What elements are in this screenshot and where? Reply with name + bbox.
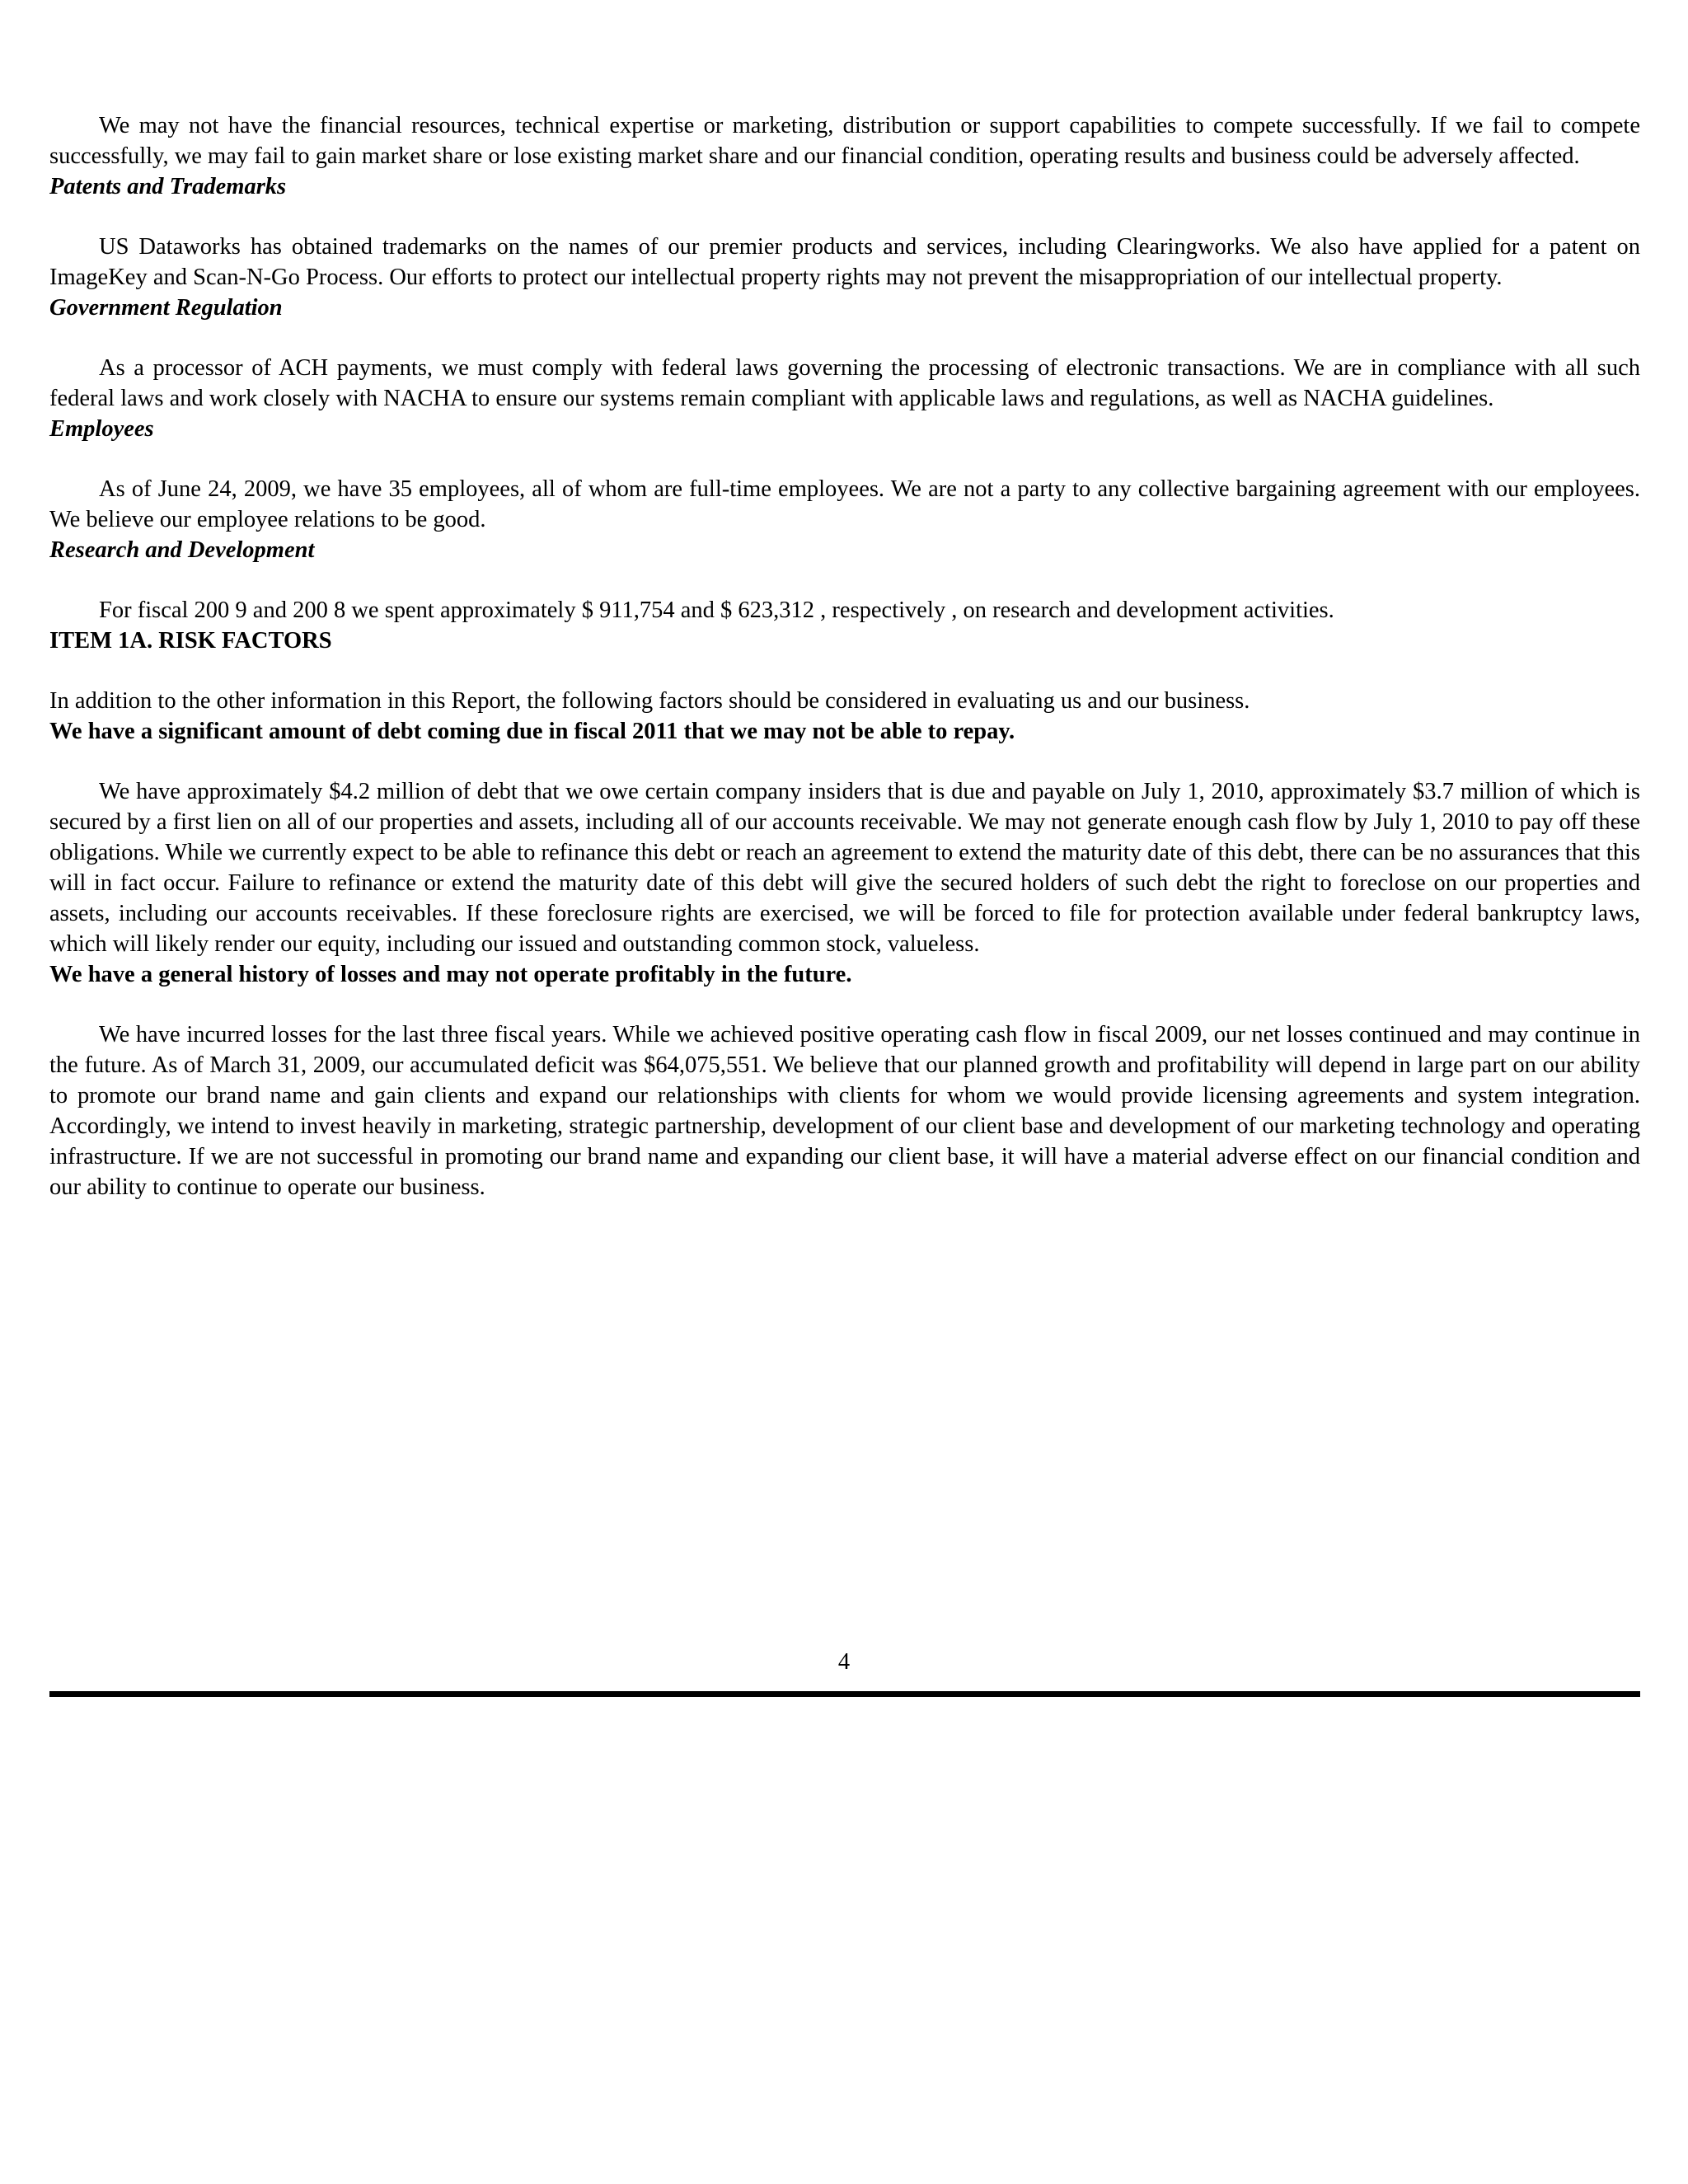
paragraph-risk-intro: In addition to the other information in this Report, the following factors should be considered in evaluating us and our business.: [49, 688, 1250, 714]
paragraph-regulation: As a processor of ACH payments, we must comply with federal laws governing the processing of electronic transactions. We are in compliance with all such federal laws and work closely with NACHA to ensure our systems remain compliant with applicable laws and regulations, as well as NACHA guidelines.: [49, 355, 1640, 411]
paragraph-research-and-development: For fiscal 200 9 and 200 8 we spent approximately $ 911,754 and $ 623,312 , respectively , on research and development activities.: [99, 598, 1334, 623]
heading-item-1a-risk-factors: ITEM 1A. RISK FACTORS: [49, 628, 332, 654]
paragraph-employees: As of June 24, 2009, we have 35 employees, all of whom are full-time employees. We are not a party to any collective bargaining agreement with our employees. We believe our employee relations to be good.: [49, 476, 1640, 532]
heading-patents-and-trademarks: Patents and Trademarks: [49, 174, 287, 199]
paragraph-risk-debt: We have approximately $4.2 million of debt that we owe certain company insiders that is due and payable on July 1, 2010, approximately $3.7 million of which is secured by a first lien on all of our properties and assets, including all of our accounts receivable. We may not generate enough cash flow by July 1, 2010 to pay off these obligations. While we currently expect to be able to refinance this debt or reach an agreement to extend the maturity date of this debt, there can be no assurances that this will in fact occur. Failure to refinance or extend the maturity date of this debt will give the secured holders of such debt the right to foreclose on our properties and assets, including our accounts receivables. If these foreclosure rights are exercised, we will be forced to file for protection available under federal bankruptcy laws, which will likely render our equity, including our issued and outstanding common stock, valueless.: [49, 779, 1640, 957]
document-body: [49, 110, 1640, 1202]
paragraph-competition: We may not have the financial resources, technical expertise or marketing, distribution or support capabilities to compete successfully. If we fail to compete successfully, we may fail to gain market share or lose existing market share and our financial condition, operating results and business could be adversely affected.: [49, 113, 1640, 169]
heading-employees: Employees: [49, 416, 154, 442]
page-number: 4: [837, 1649, 851, 1675]
heading-risk-losses: We have a general history of losses and may not operate profitably in the future.: [49, 962, 852, 987]
heading-research-and-development: Research and Development: [49, 537, 315, 563]
footer-rule: [49, 1691, 1640, 1697]
paragraph-patents: US Dataworks has obtained trademarks on the names of our premier products and services, including Clearingworks. We also have applied for a patent on ImageKey and Scan-N-Go Process. Our efforts to protect our intellectual property rights may not prevent the misappropriation of our intellectual property.: [49, 234, 1640, 290]
paragraph-risk-losses: We have incurred losses for the last three fiscal years. While we achieved positive operating cash flow in fiscal 2009, our net losses continued and may continue in the future. As of March 31, 2009, our accumulated deficit was $64,075,551. We believe that our planned growth and profitability will depend in large part on our ability to promote our brand name and gain clients and expand our relationships with clients for whom we would provide licensing agreements and system integration. Accordingly, we intend to invest heavily in marketing, strategic partnership, development of our client base and development of our marketing technology and operating infrastructure. If we are not successful in promoting our brand name and expanding our client base, it will have a material adverse effect on our financial condition and our ability to continue to operate our business.: [49, 1022, 1640, 1200]
heading-government-regulation: Government Regulation: [49, 295, 283, 321]
heading-risk-debt: We have a significant amount of debt coming due in fiscal 2011 that we may not be able to repay.: [49, 719, 1015, 744]
